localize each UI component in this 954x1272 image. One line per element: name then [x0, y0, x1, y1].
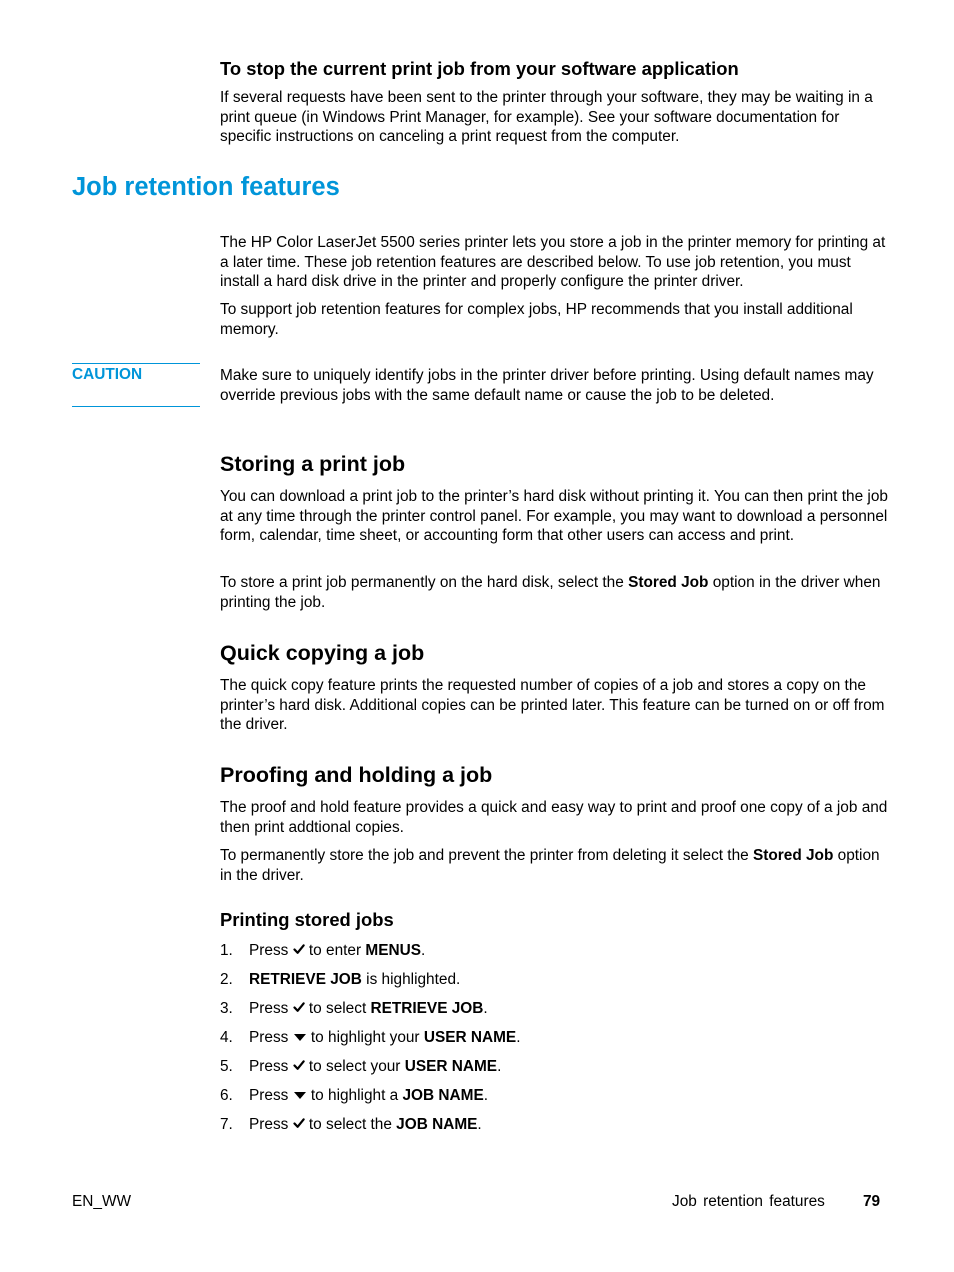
step-text-pre: Press	[249, 1087, 293, 1105]
proofing-text-pre: To permanently store the job and prevent the printer from deleting it select the	[220, 847, 753, 864]
step-bold-term: JOB NAME	[396, 1116, 478, 1134]
step-number: 1.	[220, 942, 233, 960]
step-text-post: is highlighted.	[361, 971, 461, 988]
caution-label: CAUTION	[72, 366, 143, 383]
checkmark-icon	[293, 941, 305, 961]
heading-quick-copy: Quick copying a job	[220, 641, 425, 665]
step-text-mid: to select	[304, 1000, 371, 1018]
subsection-heading-stop-job: To stop the current print job from your software application	[220, 58, 739, 79]
step-text-pre: Press	[249, 1000, 293, 1018]
paragraph-storing-1: You can download a print job to the printer’s hard disk without printing it. You can then print the job at any time through the printer control panel. For example, you may want to download a personnel form, calendar, time sheet, or accounting form that other users can access and print.	[220, 488, 888, 545]
step-bold-term: USER NAME	[423, 1029, 517, 1047]
step-text-pre: Press	[249, 1116, 293, 1134]
step-text-mid: to highlight a	[306, 1087, 403, 1105]
caution-top-rule	[72, 363, 200, 364]
section-title: Job retention features	[72, 173, 340, 201]
down-arrow-icon	[293, 1086, 307, 1106]
heading-proofing: Proofing and holding a job	[220, 763, 493, 787]
step-bold-term: RETRIEVE JOB	[249, 971, 362, 988]
checkmark-icon	[293, 1115, 305, 1135]
step-text-pre: Press	[249, 1058, 293, 1076]
page-number: 79	[863, 1193, 881, 1210]
step-text-pre: Press	[249, 1029, 293, 1047]
step-bold-term: JOB NAME	[402, 1087, 484, 1105]
step-text-post: .	[420, 942, 426, 960]
heading-storing: Storing a print job	[220, 452, 406, 476]
paragraph-proofing-1: The proof and hold feature provides a quick and easy way to print and proof one copy of a job and then print addtional copies.	[220, 799, 888, 836]
checkmark-icon	[293, 999, 305, 1019]
paragraph-proofing-2	[220, 846, 890, 885]
list-item	[220, 1028, 520, 1048]
checkmark-icon	[293, 1057, 305, 1077]
caution-text: Make sure to uniquely identify jobs in the printer driver before printing. Using default names may override previous jobs with the same default name or cause the job to be deleted.	[220, 367, 874, 404]
footer-section-title: Job retention features	[672, 1193, 825, 1210]
paragraph-stop-job: If several requests have been sent to the printer through your software, they may be waiting in a print queue (in Windows Print Manager, for example). See your software documentation for specific instructions on canceling a print request from the computer.	[220, 89, 873, 146]
list-item	[220, 999, 488, 1019]
heading-printing-stored: Printing stored jobs	[220, 909, 394, 930]
caution-bottom-rule	[72, 406, 200, 407]
step-number: 5.	[220, 1058, 233, 1076]
step-number: 4.	[220, 1029, 233, 1047]
list-item	[220, 1057, 501, 1077]
step-number: 3.	[220, 1000, 233, 1018]
list-item	[220, 970, 460, 990]
step-bold-term: RETRIEVE JOB	[370, 1000, 484, 1018]
step-text-post: .	[497, 1058, 502, 1076]
step-text-mid: to select your	[304, 1058, 405, 1076]
step-number: 7.	[220, 1116, 233, 1134]
storing-bold-term: Stored Job	[628, 574, 709, 591]
step-number: 6.	[220, 1087, 233, 1105]
step-text-post: .	[477, 1116, 482, 1134]
step-number: 2.	[220, 971, 233, 988]
step-bold-term: MENUS	[365, 942, 421, 960]
step-text-mid: to highlight your	[306, 1029, 424, 1047]
list-item	[220, 1086, 488, 1106]
paragraph-storing-2	[220, 573, 890, 612]
proofing-text-post: option in the driver.	[220, 847, 880, 884]
proofing-bold-term: Stored Job	[752, 847, 834, 864]
step-text-mid: to select the	[304, 1116, 397, 1134]
list-item	[220, 1115, 482, 1135]
paragraph-quick-copy: The quick copy feature prints the requested number of copies of a job and stores a copy on the printer’s hard disk. Additional copies can be printed later. This feature can be turned on or off from the driver.	[220, 677, 885, 734]
step-text-pre: Press	[249, 942, 293, 960]
step-text-mid: to enter	[304, 942, 366, 960]
step-text-post: .	[483, 1087, 488, 1105]
step-text-post: .	[516, 1029, 521, 1047]
storing-text-post: option in the driver when printing the job.	[220, 574, 881, 611]
paragraph-intro-2: To support job retention features for complex jobs, HP recommends that you install additional memory.	[220, 301, 853, 338]
down-arrow-icon	[293, 1028, 307, 1048]
footer-locale: EN_WW	[72, 1193, 131, 1210]
step-bold-term: USER NAME	[404, 1058, 498, 1076]
storing-text-pre: To store a print job permanently on the hard disk, select the	[220, 574, 629, 591]
step-text-post: .	[483, 1000, 488, 1018]
list-item	[220, 941, 425, 961]
paragraph-intro-1: The HP Color LaserJet 5500 series printer lets you store a job in the printer memory for printing at a later time. These job retention features are described below. To use job retention, you must install a hard disk drive in the printer and properly configure the printer driver.	[220, 234, 886, 291]
